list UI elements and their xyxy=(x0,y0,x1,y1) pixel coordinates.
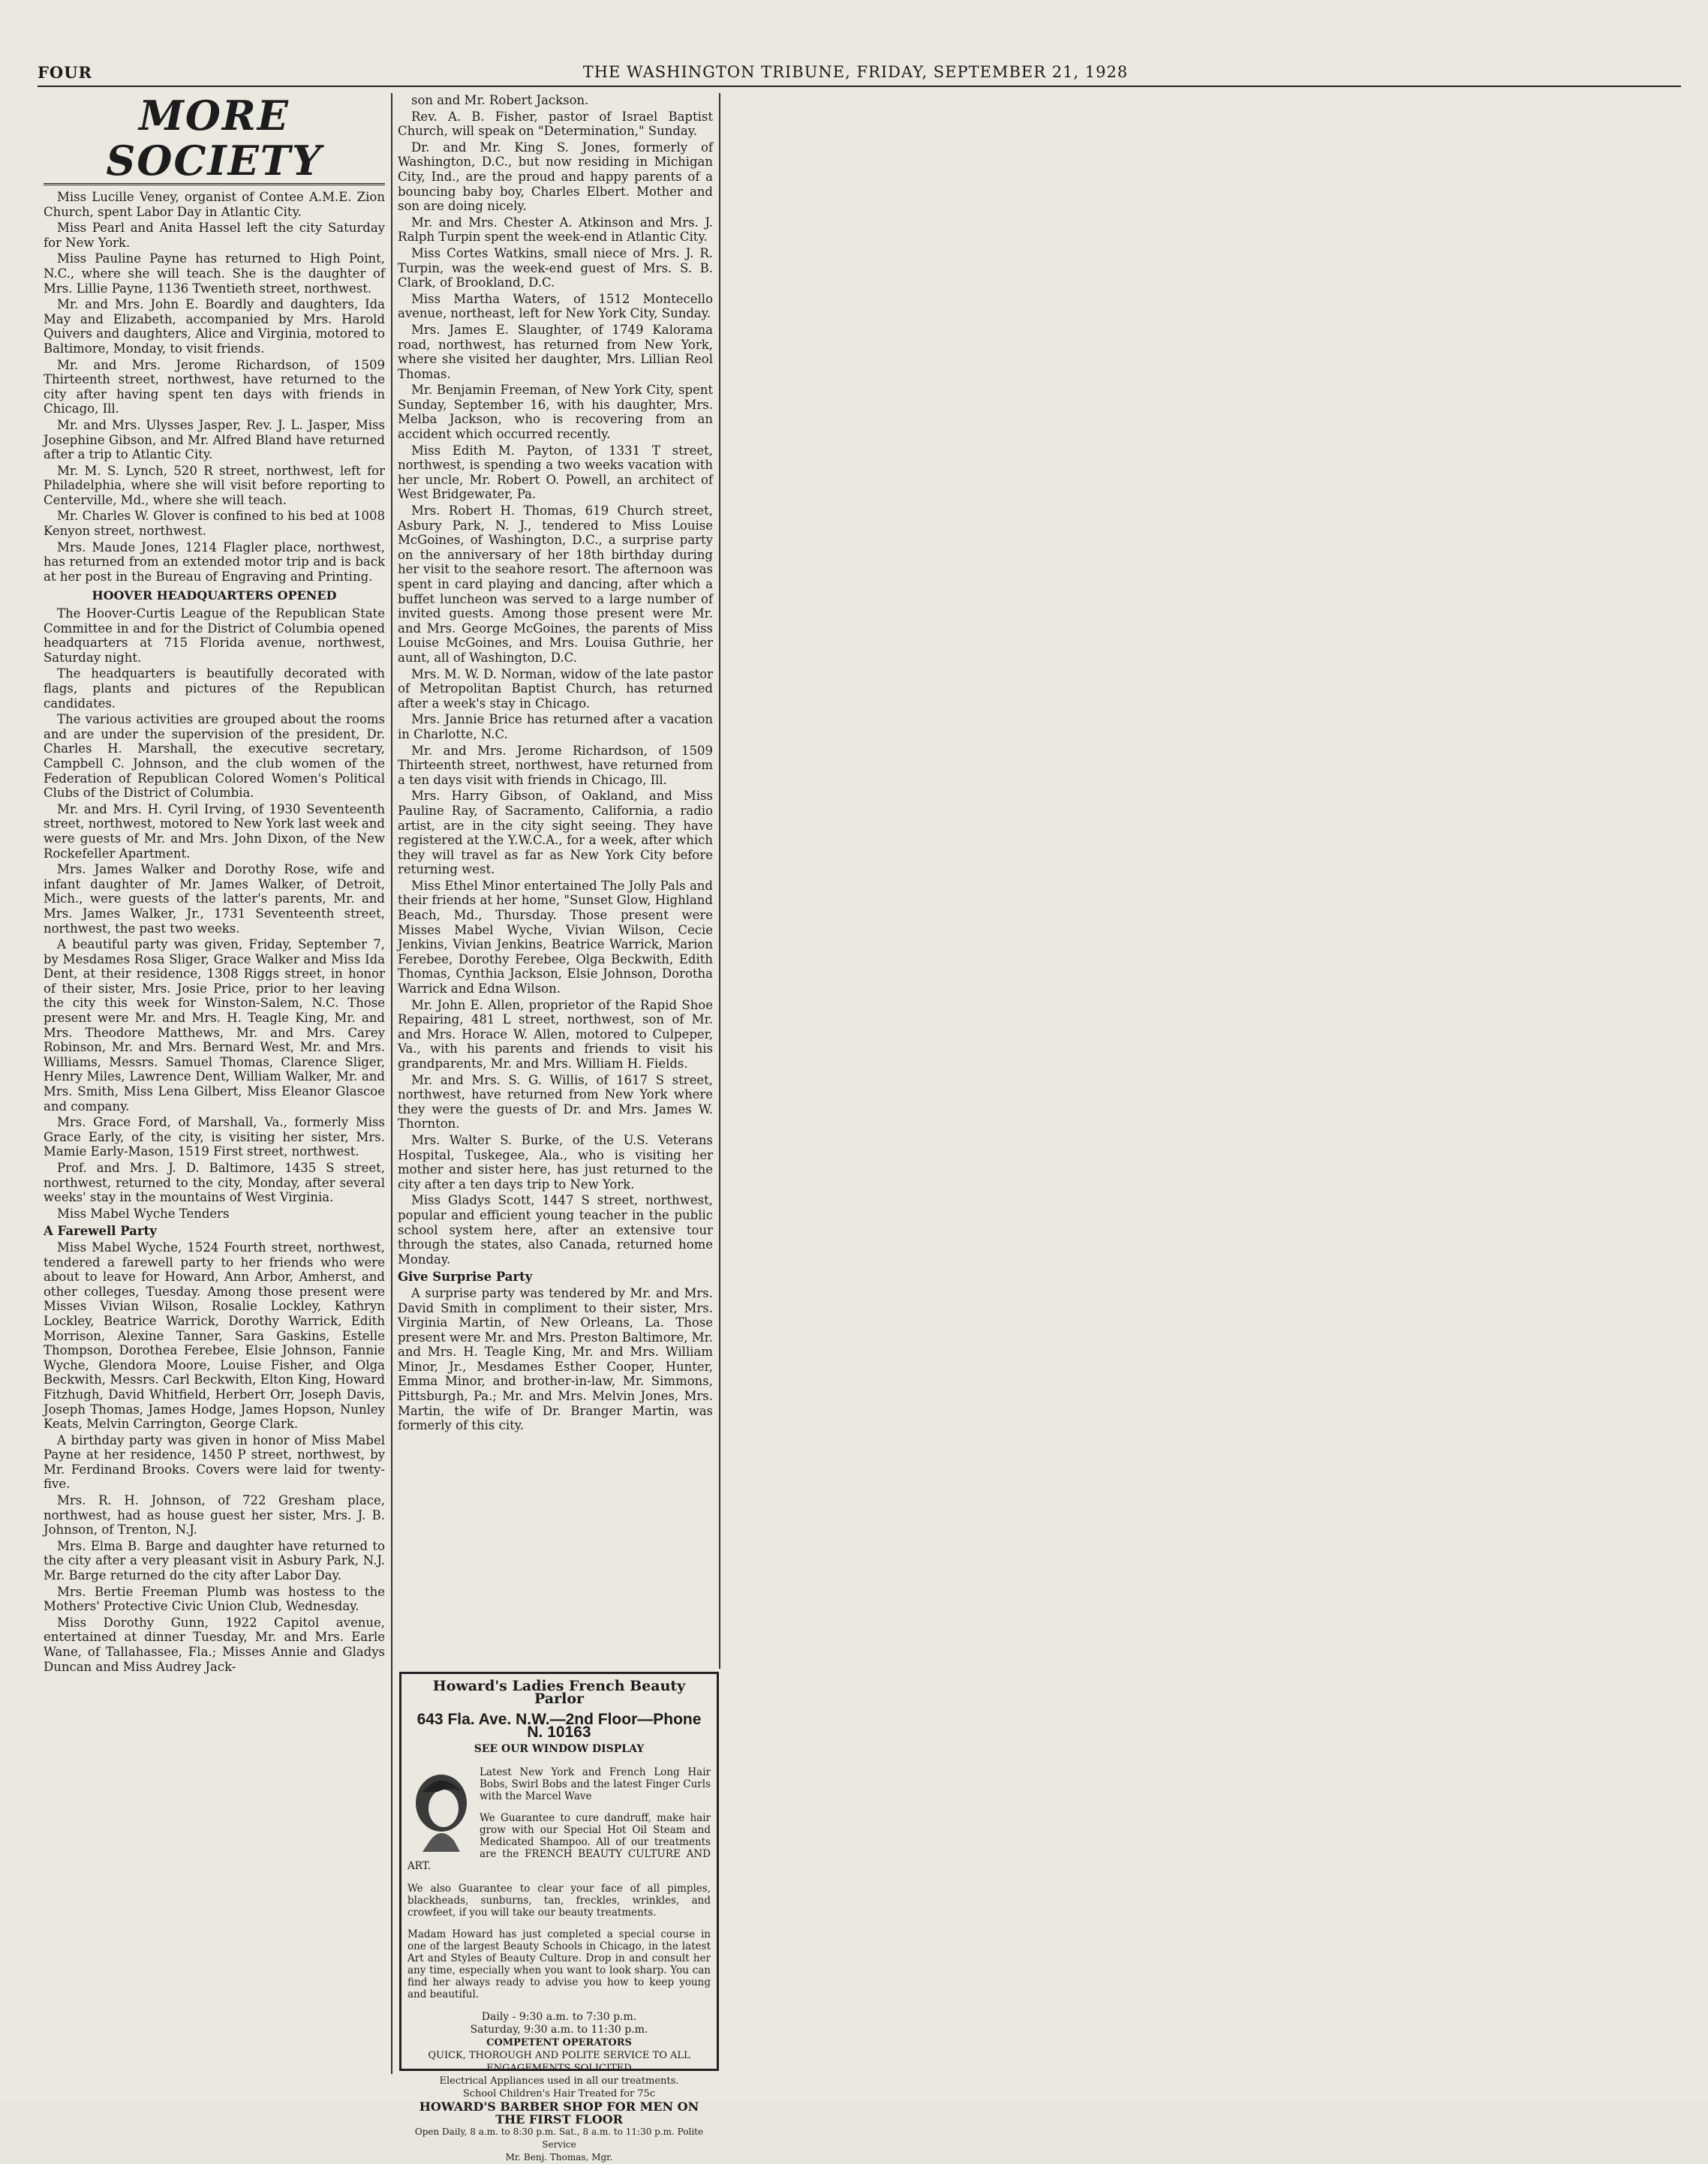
column-rule xyxy=(719,93,720,1669)
paragraph: Mrs. Jannie Brice has returned after a vacation in Charlotte, N.C. xyxy=(398,712,713,741)
paragraph: Rev. A. B. Fisher, pastor of Israel Baptist Church, will speak on "Determination," Sunday. xyxy=(398,109,713,139)
paragraph: The various activities are grouped about the rooms and are under the supervision of the president, Dr. Charles H. Marshall, the executive secretary, Campbell C. Johnson, and the club women of the Federation of Republican Colored Women's Political Clubs of the District of Columbia. xyxy=(44,712,385,801)
paragraph: Mr. Benjamin Freeman, of New York City, spent Sunday, September 16, with his daughter, Mrs. Melba Jackson, who is recovering from an accident which occurred recently. xyxy=(398,383,713,442)
column-more-society xyxy=(44,93,385,2074)
beauty-children: School Children's Hair Treated for 75c xyxy=(462,2087,656,2099)
paragraph: Mr. and Mrs. Jerome Richardson, of 1509 Thirteenth street, northwest, have returned from a ten days visit with friends in Chicago, Ill. xyxy=(398,743,713,787)
beauty-address: 643 Fla. Ave. N.W.—2nd Floor—Phone N. 10163 xyxy=(416,1711,702,1741)
paragraph: Mr. and Mrs. Ulysses Jasper, Rev. J. L. Jasper, Miss Josephine Gibson, and Mr. Alfred Bland have returned after a trip to Atlantic City. xyxy=(44,417,385,462)
column-haiti xyxy=(425,93,630,1038)
woman-portrait-icon xyxy=(407,1769,475,1852)
paragraph: Mrs. James E. Slaughter, of 1749 Kalorama road, northwest, has returned from New York, where she visited her daughter, Mrs. Lillian Reol Thomas. xyxy=(398,322,713,381)
paragraph: Miss Pearl and Anita Hassel left the city Saturday for New York. xyxy=(44,221,385,250)
beauty-staff: COMPETENT OPERATORS xyxy=(486,2036,632,2048)
paragraph: Mr. and Mrs. Chester A. Atkinson and Mrs. J. Ralph Turpin spent the week-end in Atlantic City. xyxy=(398,215,713,245)
paragraph: Mrs. R. H. Johnson, of 722 Gresham place, northwest, had as house guest her sister, Mrs. J. B. Johnson, of Trenton, N.J. xyxy=(44,1493,385,1537)
beauty-mgr: Mr. Benj. Thomas, Mgr. xyxy=(505,2151,613,2162)
beauty-parlor-ad xyxy=(399,1672,719,2162)
paragraph: Mr. M. S. Lynch, 520 R street, northwest, left for Philadelphia, where she will visit before reporting to Centerville, Md., where she will teach. xyxy=(44,463,385,507)
more-society-heading: MORE SOCIETY xyxy=(44,93,385,185)
paragraph: Madam Howard has just completed a special course in one of the largest Beauty Schools in Chicago, in the latest Art and Styles of Beauty Culture. Drop in and consult her any time, especially when you want to look sharp. You can find her always ready to advise you how to keep young and beautiful. xyxy=(407,1928,711,2000)
beauty-open: Open Daily, 8 a.m. to 8:30 p.m. Sat., 8 a.m. to 11:30 p.m. Polite Service xyxy=(414,2126,704,2150)
beauty-hours-2: Saturday, 9:30 a.m. to 11:30 p.m. xyxy=(470,2023,648,2036)
paragraph: Mrs. Bertie Freeman Plumb was hostess to the Mothers' Protective Civic Union Club, Wednesday. xyxy=(44,1584,385,1614)
col1-paras2 xyxy=(44,606,385,1221)
paragraph: Mrs. M. W. D. Norman, widow of the late pastor of Metropolitan Baptist Church, has returned after a week's stay in Chicago. xyxy=(398,666,713,711)
paragraph: Miss Mabel Wyche Tenders xyxy=(57,1206,230,1221)
paragraph: Mr. and Mrs. S. G. Willis, of 1617 S street, northwest, have returned from New York where they were the guests of Dr. and Mrs. James W. Thornton. xyxy=(398,1072,713,1132)
paragraph: Miss Dorothy Gunn, 1922 Capitol avenue, entertained at dinner Tuesday, Mr. and Mrs. Earle Wane, of Tallahassee, Fla.; Misses Annie and Gladys Duncan and Miss Audrey Jack- xyxy=(44,1615,385,1674)
masthead-title: THE WASHINGTON TRIBUNE, FRIDAY, SEPTEMBER 21, 1928 xyxy=(582,63,1129,81)
column-rule xyxy=(391,93,392,2074)
paragraph: Mr. John E. Allen, proprietor of the Rapid Shoe Repairing, 481 L street, northwest, son of Mr. and Mrs. Horace W. Allen, motored to Culpeper, Va., with his parents and friends to visit his grandparents, Mr. and Mrs. William H. Fields. xyxy=(398,997,713,1071)
paragraph: Mr. and Mrs. Jerome Richardson, of 1509 Thirteenth street, northwest, have returned to the city after having spent ten days with friends in Chicago, Ill. xyxy=(44,357,385,416)
paragraph: We also Guarantee to clear your face of all pimples, blackheads, sunburns, tan, freckles, wrinkles, and crowfeet, if you will take our beauty treatments. xyxy=(407,1882,711,1919)
paragraph: The headquarters is beautifully decorated with flags, plants and pictures of the Republican candidates. xyxy=(44,666,385,711)
paragraph: Mrs. Harry Gibson, of Oakland, and Miss Pauline Ray, of Sacramento, California, a radio artist, are in the city sight seeing. They have registered at the Y.W.C.A., for a week, after which they will travel as far as New York City before returning west. xyxy=(398,789,713,877)
col1-paras3 xyxy=(44,1240,385,1674)
col2-paras2 xyxy=(398,1286,713,1433)
beauty-barber: HOWARD'S BARBER SHOP FOR MEN ON THE FIRST FLOOR xyxy=(419,2099,699,2126)
paragraph: Mrs. Grace Ford, of Marshall, Va., formerly Miss Grace Early, of the city, is visiting her sister, Mrs. Mamie Early-Mason, 1519 First street, northwest. xyxy=(44,1115,385,1159)
paragraph: Latest New York and French Long Hair Bobs, Swirl Bobs and the latest Finger Curls with the Marcel Wave xyxy=(480,1766,711,1802)
paragraph: Miss Mabel Wyche, 1524 Fourth street, northwest, tendered a farewell party to her friends who were about to leave for Howard, Ann Arbor, Amherst, and other colleges, Tuesday. Among those present were Misses Vivian Wilson, Rosalie Lockley, Kathryn Lockley, Beatrice Warrick, Dorothy Warrick, Edith Morrison, Alexine Tanner, Sara Gaskins, Estelle Thompson, Dorothea Ferebee, Elsie Johnson, Fannie Wyche, Glendora Moore, Louise Fisher, and Olga Beckwith, Messrs. Carl Beckwith, Elton King, Howard Fitzhugh, David Whitfield, Herbert Orr, Joseph Davis, Joseph Thomas, James Hodge, James Hopson, Nunley Keats, Melvin Carrington, George Clark. xyxy=(44,1240,385,1432)
paragraph: A surprise party was tendered by Mr. and Mrs. David Smith in compliment to their sister, Mrs. Virginia Martin, of New Orleans, La. Those present were Mr. and Mrs. Preston Baltimore, Mr. and Mrs. H. Teagle King, Mr. and Mrs. William Minor, Jr., Mesdames Esther Cooper, Hunter, Emma Minor, and brother-in-law, Mr. Simmons, Pittsburgh, Pa.; Mr. and Mrs. Melvin Jones, Mrs. Martin, the wife of Dr. Branger Martin, was formerly of this city. xyxy=(398,1285,713,1433)
paragraph: Mrs. Elma B. Barge and daughter have returned to the city after a very pleasant visit in Asbury Park, N.J. Mr. Barge returned do the city after Labor Day. xyxy=(44,1538,385,1583)
paragraph: Mrs. James Walker and Dorothy Rose, wife and infant daughter of Mr. James Walker, of Detroit, Mich., were guests of the latter's parents, Mr. and Mrs. James Walker, Jr., 1731 Seventeenth street, northwest, the past two weeks. xyxy=(44,862,385,936)
paragraph: A birthday party was given in honor of Miss Mabel Payne at her residence, 1450 P street, northwest, by Mr. Ferdinand Brooks. Covers were laid for twenty-five. xyxy=(44,1432,385,1492)
paragraph: Dr. and Mr. King S. Jones, formerly of Washington, D.C., but now residing in Michigan City, Ind., are the proud and happy parents of a bouncing baby boy, Charles Elbert. Mother and son are doing nicely. xyxy=(398,140,713,214)
paragraph: Miss Martha Waters, of 1512 Montecello avenue, northeast, left for New York City, Sunday. xyxy=(398,291,713,321)
paragraph: Miss Gladys Scott, 1447 S street, northwest, popular and efficient young teacher in the public school system here, after an extensive tour through the states, also Canada, returned home Monday. xyxy=(398,1193,713,1267)
paragraph: Mrs. Walter S. Burke, of the U.S. Veterans Hospital, Tuskegee, Ala., who is visiting her mother and sister here, has just returned to the city after a ten days trip to New York. xyxy=(398,1132,713,1192)
col1-paras xyxy=(44,190,385,584)
paragraph: son and Mr. Robert Jackson. xyxy=(411,93,589,107)
paragraph: Mr. Charles W. Glover is confined to his bed at 1008 Kenyon street, northwest. xyxy=(44,509,385,539)
page-folio: FOUR xyxy=(38,63,92,82)
surprise-subhead: Give Surprise Party xyxy=(398,1270,533,1285)
paragraph: Miss Cortes Watkins, small niece of Mrs. J. R. Turpin, was the week-end guest of Mrs. S. B. Clark, of Brookland, D.C. xyxy=(398,245,713,290)
paragraph: We Guarantee to cure dandruff, make hair grow with our Special Hot Oil Steam and Medicated Shampoo. All of our treatments are the FRENCH BEAUTY CULTURE AND ART. xyxy=(407,1812,711,1872)
paragraph: Miss Edith M. Payton, of 1331 T street, northwest, is spending a two weeks vacation with her uncle, Mr. Robert O. Powell, an architect of West Bridgewater, Pa. xyxy=(398,443,713,502)
beauty-sub: SEE OUR WINDOW DISPLAY xyxy=(474,1743,645,1755)
beauty-service: QUICK, THOROUGH AND POLITE SERVICE TO ALL xyxy=(428,2049,690,2061)
hoover-subhead: HOOVER HEADQUARTERS OPENED xyxy=(92,588,337,603)
masthead xyxy=(38,63,1673,86)
paragraph: Prof. and Mrs. J. D. Baltimore, 1435 S street, northwest, returned to the city, Monday, after several weeks' stay in the mountains of West Virginia. xyxy=(44,1161,385,1205)
paragraph: A beautiful party was given, Friday, September 7, by Mesdames Rosa Sliger, Grace Walker and Miss Ida Dent, at their residence, 1308 Riggs street, in honor of their sister, Mrs. Josie Price, prior to her leaving the city this week for Winston-Salem, N.C. Those present were Mr. and Mrs. H. Teagle King, Mr. and Mrs. Theodore Matthews, Mr. and Mrs. Carey Robinson, Mr. and Mrs. Bernard West, Mr. and Mrs. Williams, Messrs. Samuel Thomas, Clarence Sliger, Henry Miles, Lawrence Dent, William Walker, Mr. and Mrs. Smith, Miss Lena Gilbert, Miss Eleanor Glascoe and company. xyxy=(44,937,385,1114)
beauty-solicited: ENGAGEMENTS SOLICITED xyxy=(486,2062,632,2074)
paragraph: Mrs. Maude Jones, 1214 Flagler place, northwest, has returned from an extended motor trip and is back at her post in the Bureau of Engraving and Printing. xyxy=(44,539,385,584)
beauty-title: Howard's Ladies French Beauty Parlor xyxy=(432,1678,686,1707)
paragraph: Miss Pauline Payne has returned to High Point, N.C., where she will teach. She is the daughter of Mrs. Lillie Payne, 1136 Twentieth street, northwest. xyxy=(44,251,385,296)
paragraph: Mr. and Mrs. John E. Boardly and daughters, Ida May and Elizabeth, accompanied by Mrs. Harold Quivers and daughters, Alice and Virginia, motored to Baltimore, Monday, to visit friends. xyxy=(44,297,385,356)
paragraph: Miss Lucille Veney, organist of Contee A.M.E. Zion Church, spent Labor Day in Atlantic City. xyxy=(44,190,385,219)
paragraph: Mr. and Mrs. H. Cyril Irving, of 1930 Seventeenth street, northwest, motored to New York last week and were guests of Mr. and Mrs. John Dixon, of the New Rockefeller Apartment. xyxy=(44,801,385,861)
beauty-electric: Electrical Appliances used in all our treatments. xyxy=(439,2075,679,2087)
paragraph: Mrs. Robert H. Thomas, 619 Church street, Asbury Park, N. J., tendered to Miss Louise McGoines, of Washington, D.C., a surprise party on the anniversary of her 18th birthday during her visit to the seahore resort. The afternoon was spent in card playing and dancing, after which a buffet luncheon was served to a large number of invited guests. Among those present were Mr. and Mrs. George McGoines, the parents of Miss Louise McGoines, and Mrs. Louisa Guthrie, her aunt, all of Washington, D.C. xyxy=(398,503,713,665)
masthead-rule xyxy=(38,86,1681,87)
farewell-subhead: A Farewell Party xyxy=(44,1224,157,1239)
paragraph: Miss Ethel Minor entertained The Jolly Pals and their friends at her home, "Sunset Glow, Highland Beach, Md., Thursday. Those present were Misses Mabel Wyche, Vivian Wilson, Cecie Jenkins, Vivian Jenkins, Beatrice Warrick, Marion Ferebee, Dorothy Ferebee, Olga Beckwith, Edith Thomas, Cynthia Jackson, Elsie Johnson, Dorotha Warrick and Edna Wilson. xyxy=(398,878,713,996)
beauty-hours-1: Daily - 9:30 a.m. to 7:30 p.m. xyxy=(481,2010,637,2023)
paragraph: The Hoover-Curtis League of the Republican State Committee in and for the District of Columbia opened headquarters at 715 Florida avenue, northwest, Saturday night. xyxy=(44,606,385,665)
